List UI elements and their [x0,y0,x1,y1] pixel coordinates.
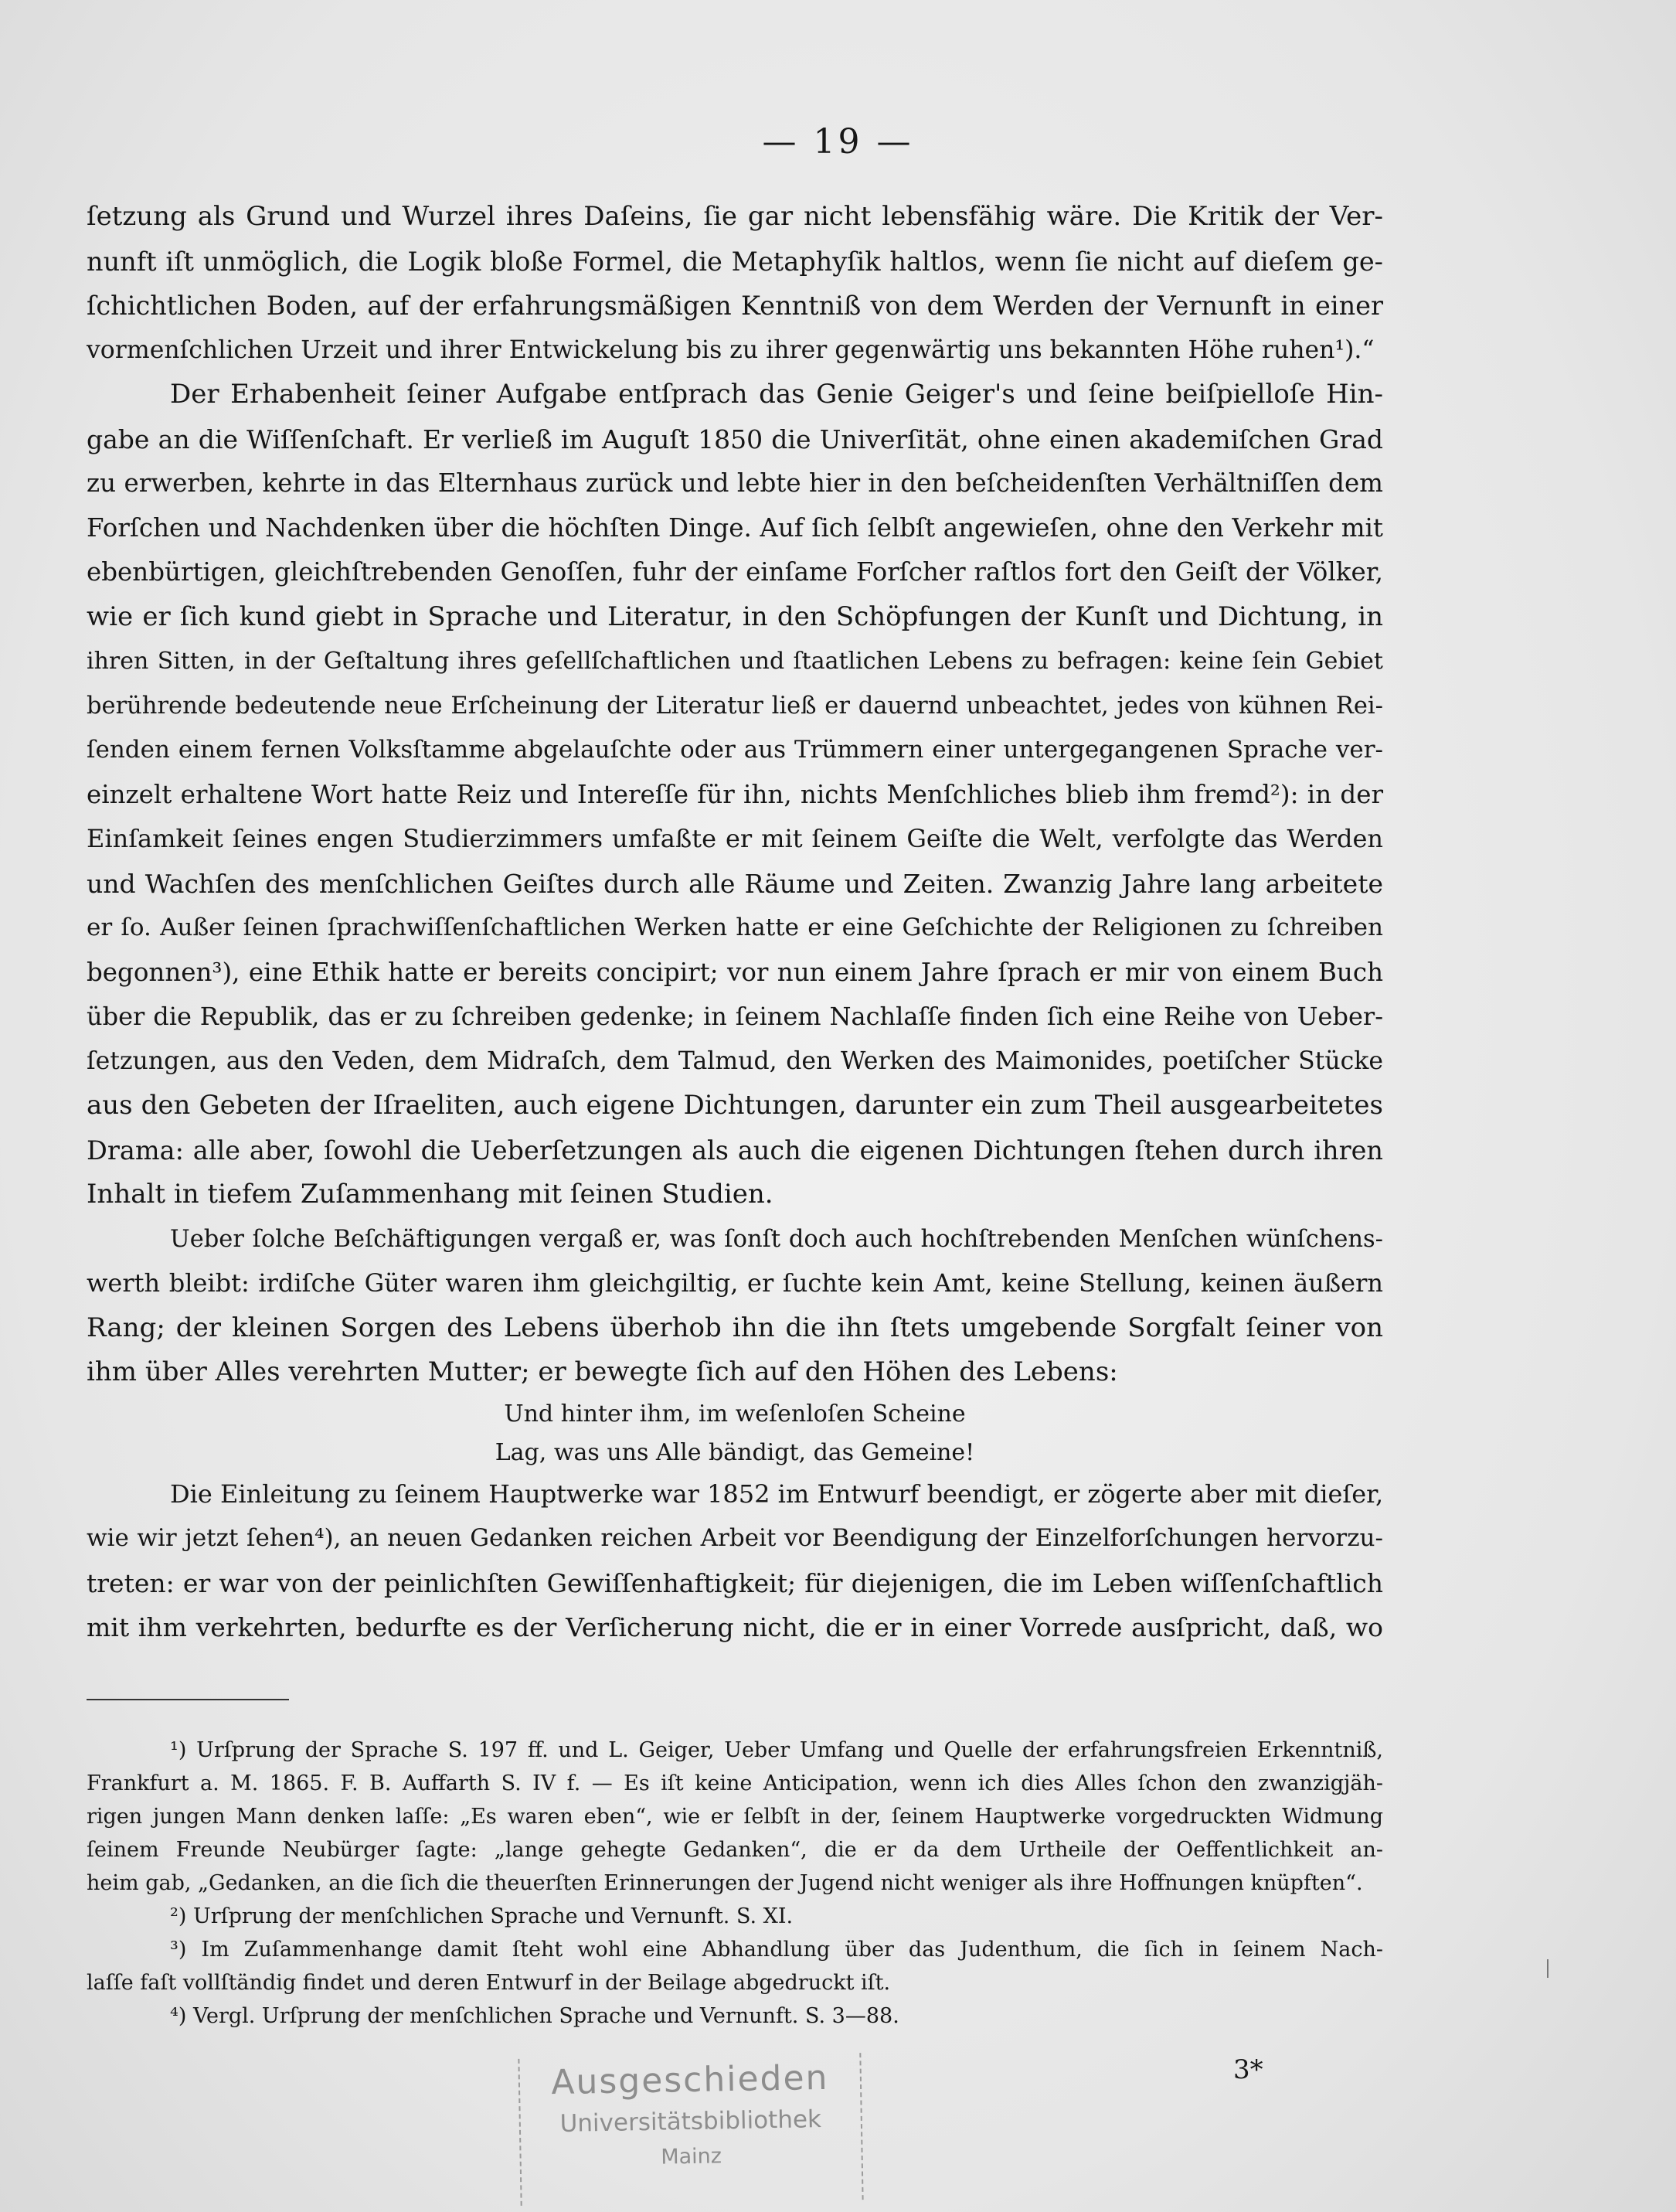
page-number: — 19 — [762,122,914,162]
text-line: ſetzungen, aus den Veden, dem Midraſch, dem Talmud, den Werken des Maimonides, poetiſcher Stücke [87,1046,1383,1075]
text-line: ihm über Alles verehrten Mutter; er bewegte ſich auf den Höhen des Lebens: [87,1356,1118,1387]
verse-quote [87,1395,1383,1472]
text-line: Die Einleitung zu ſeinem Hauptwerke war 1852 im Entwurf beendigt, er zögerte aber mit dieſer, [170,1479,1384,1509]
text-line: nunft iſt unmöglich, die Logik bloße Formel, die Metaphyſik haltlos, wenn ſie nicht auf dieſem ge- [87,246,1383,277]
verse-line: Lag, was uns Alle bändigt, das Gemeine! [495,1438,975,1466]
footnote-line: laſſe faſt vollſtändig findet und deren Entwurf in der Beilage abgedruckt iſt. [87,1971,891,1995]
text-line: werth bleibt: irdiſche Güter waren ihm gleichgiltig, er ſuchte kein Amt, keine Stellung, keinen äußern [87,1268,1383,1298]
text-line: gabe an die Wiſſenſchaft. Er verließ im Auguſt 1850 die Univerſität, ohne einen akademiſchen Grad [87,424,1383,454]
text-line: ſetzung als Grund und Wurzel ihres Daſeins, ſie gar nicht lebensfähig wäre. Die Kritik der Ver- [87,201,1383,232]
body-text [87,195,1383,1650]
text-line: einzelt erhaltene Wort hatte Reiz und Intereſſe für ihn, nichts Menſchliches blieb ihm fremd²): in der [87,779,1383,809]
text-line: berührende bedeutende neue Erſcheinung der Literatur ließ er dauernd unbeachtet, jedes von kühnen Rei- [87,692,1383,720]
text-line: vormenſchlichen Urzeit und ihrer Entwickelung bis zu ihrer gegenwärtig uns bekannten Höhe ruhen¹).“ [87,335,1375,364]
footnote-line: ²) Urſprung der menſchlichen Sprache und Vernunft. S. XI. [170,1904,794,1928]
text-line: Rang; der kleinen Sorgen des Lebens überhob ihn die ihn ſtets umgebende Sorgfalt ſeiner von [87,1312,1383,1343]
text-line: er ſo. Außer ſeinen ſprachwiſſenſchaftlichen Werken hatte er eine Geſchichte der Religionen zu ſchreiben [87,914,1383,941]
footnote-line: ¹) Urſprung der Sprache S. 197 ff. und L. Geiger, Ueber Umfang und Quelle der erfahrungsfreien Erkenntniß, [170,1738,1383,1762]
footnote-line: ⁴) Vergl. Urſprung der menſchlichen Sprache und Vernunft. S. 3—88. [170,2004,899,2028]
footnote-line: heim gab, „Gedanken, an die ſich die theuerſten Erinnerungen der Jugend nicht weniger als ihre Hoffnungen knüpften“. [87,1871,1363,1895]
text-line: aus den Gebeten der Iſraeliten, auch eigene Dichtungen, darunter ein zum Theil ausgearbeitetes [87,1090,1383,1121]
text-line: ſchichtlichen Boden, auf der erfahrungsmäßigen Kenntniß von dem Werden der Vernunft in einer [87,291,1383,321]
text-line: Der Erhabenheit ſeiner Aufgabe entſprach das Genie Geiger's und ſeine beiſpielloſe Hin- [170,379,1383,410]
footnote-line: Frankfurt a. M. 1865. F. B. Auffarth S. IV f. — Es iſt keine Anticipation, wenn ich dies Alles ſchon den zwanzigjäh- [87,1771,1383,1795]
footnote-rule [87,1699,289,1700]
footnotes [87,1734,1383,2033]
text-line: Einſamkeit ſeines engen Studierzimmers umfaßte er mit ſeinem Geiſte die Welt, verfolgte das Werden [87,824,1383,853]
text-line: wie er ſich kund giebt in Sprache und Literatur, in den Schöpfungen der Kunſt und Dichtung, in [87,601,1383,632]
stamp-line: Universitätsbibliothek [559,2105,822,2138]
text-line: ſenden einem fernen Volksſtamme abgelauſchte oder aus Trümmern einer untergegangenen Sprache ver- [87,736,1383,764]
text-line: zu erwerben, kehrte in das Elternhaus zurück und lebte hier in den beſcheidenſten Verhältniſſen dem [87,468,1383,498]
footnote-line: ³) Im Zuſammenhange damit ſteht wohl eine Abhandlung über das Judenthum, die ſich in ſeinem Nach- [170,1938,1383,1962]
verse-line: Und hinter ihm, im weſenloſen Scheine [504,1400,966,1428]
text-line: wie wir jetzt ſehen⁴), an neuen Gedanken reichen Arbeit vor Beendigung der Einzelforſchungen hervorzu- [87,1524,1383,1552]
text-line: Inhalt in tiefem Zuſammenhang mit ſeinen Studien. [87,1179,773,1210]
library-stamp [518,2053,863,2206]
text-line: ihren Sitten, in der Geſtaltung ihres geſellſchaftlichen und ſtaatlichen Lebens zu befragen: keine ſein Gebiet [87,648,1383,675]
text-line: begonnen³), eine Ethik hatte er bereits concipirt; vor nun einem Jahre ſprach er mir von einem Buch [87,957,1383,987]
text-line: und Wachſen des menſchlichen Geiſtes durch alle Räume und Zeiten. Zwanzig Jahre lang arbeitete [87,868,1383,899]
text-line: Ueber ſolche Beſchäftigungen vergaß er, was ſonſt doch auch hochſtrebenden Menſchen wünſchens- [170,1225,1383,1253]
signature-mark: 3* [1233,2054,1263,2085]
footnote-line: rigen jungen Mann denken laſſe: „Es waren eben“, wie er ſelbſt in der, ſeinem Hauptwerke vorgedruckten Widmung [87,1805,1383,1829]
text-line: Forſchen und Nachdenken über die höchſten Dinge. Auf ſich ſelbſt angewieſen, ohne den Verkehr mit [87,512,1383,543]
stamp-line: Ausgeschieden [550,2057,829,2103]
margin-mark [1547,1959,1549,1978]
text-line: treten: er war von der peinlichſten Gewiſſenhaftigkeit; für diejenigen, die im Leben wiſſenſchaftlich [87,1567,1383,1598]
footnote-line: ſeinem Freunde Neubürger ſagte: „lange gehegte Gedanken“, die er da dem Urtheile der Oeffentlichkeit an- [87,1838,1383,1862]
text-line: mit ihm verkehrten, bedurfte es der Verſicherung nicht, die er in einer Vorrede ausſpricht, daß, wo [87,1612,1383,1642]
text-line: über die Republik, das er zu ſchreiben gedenke; in ſeinem Nachlaſſe finden ſich eine Reihe von Ueber- [87,1002,1383,1031]
text-line: Drama: alle aber, ſowohl die Ueberſetzungen als auch die eigenen Dichtungen ſtehen durch ihren [87,1135,1383,1166]
stamp-line: Mainz [661,2144,722,2169]
text-line: ebenbürtigen, gleichſtrebenden Genoſſen, fuhr der einſame Forſcher raſtlos fort den Geiſt der Völker, [87,557,1383,587]
